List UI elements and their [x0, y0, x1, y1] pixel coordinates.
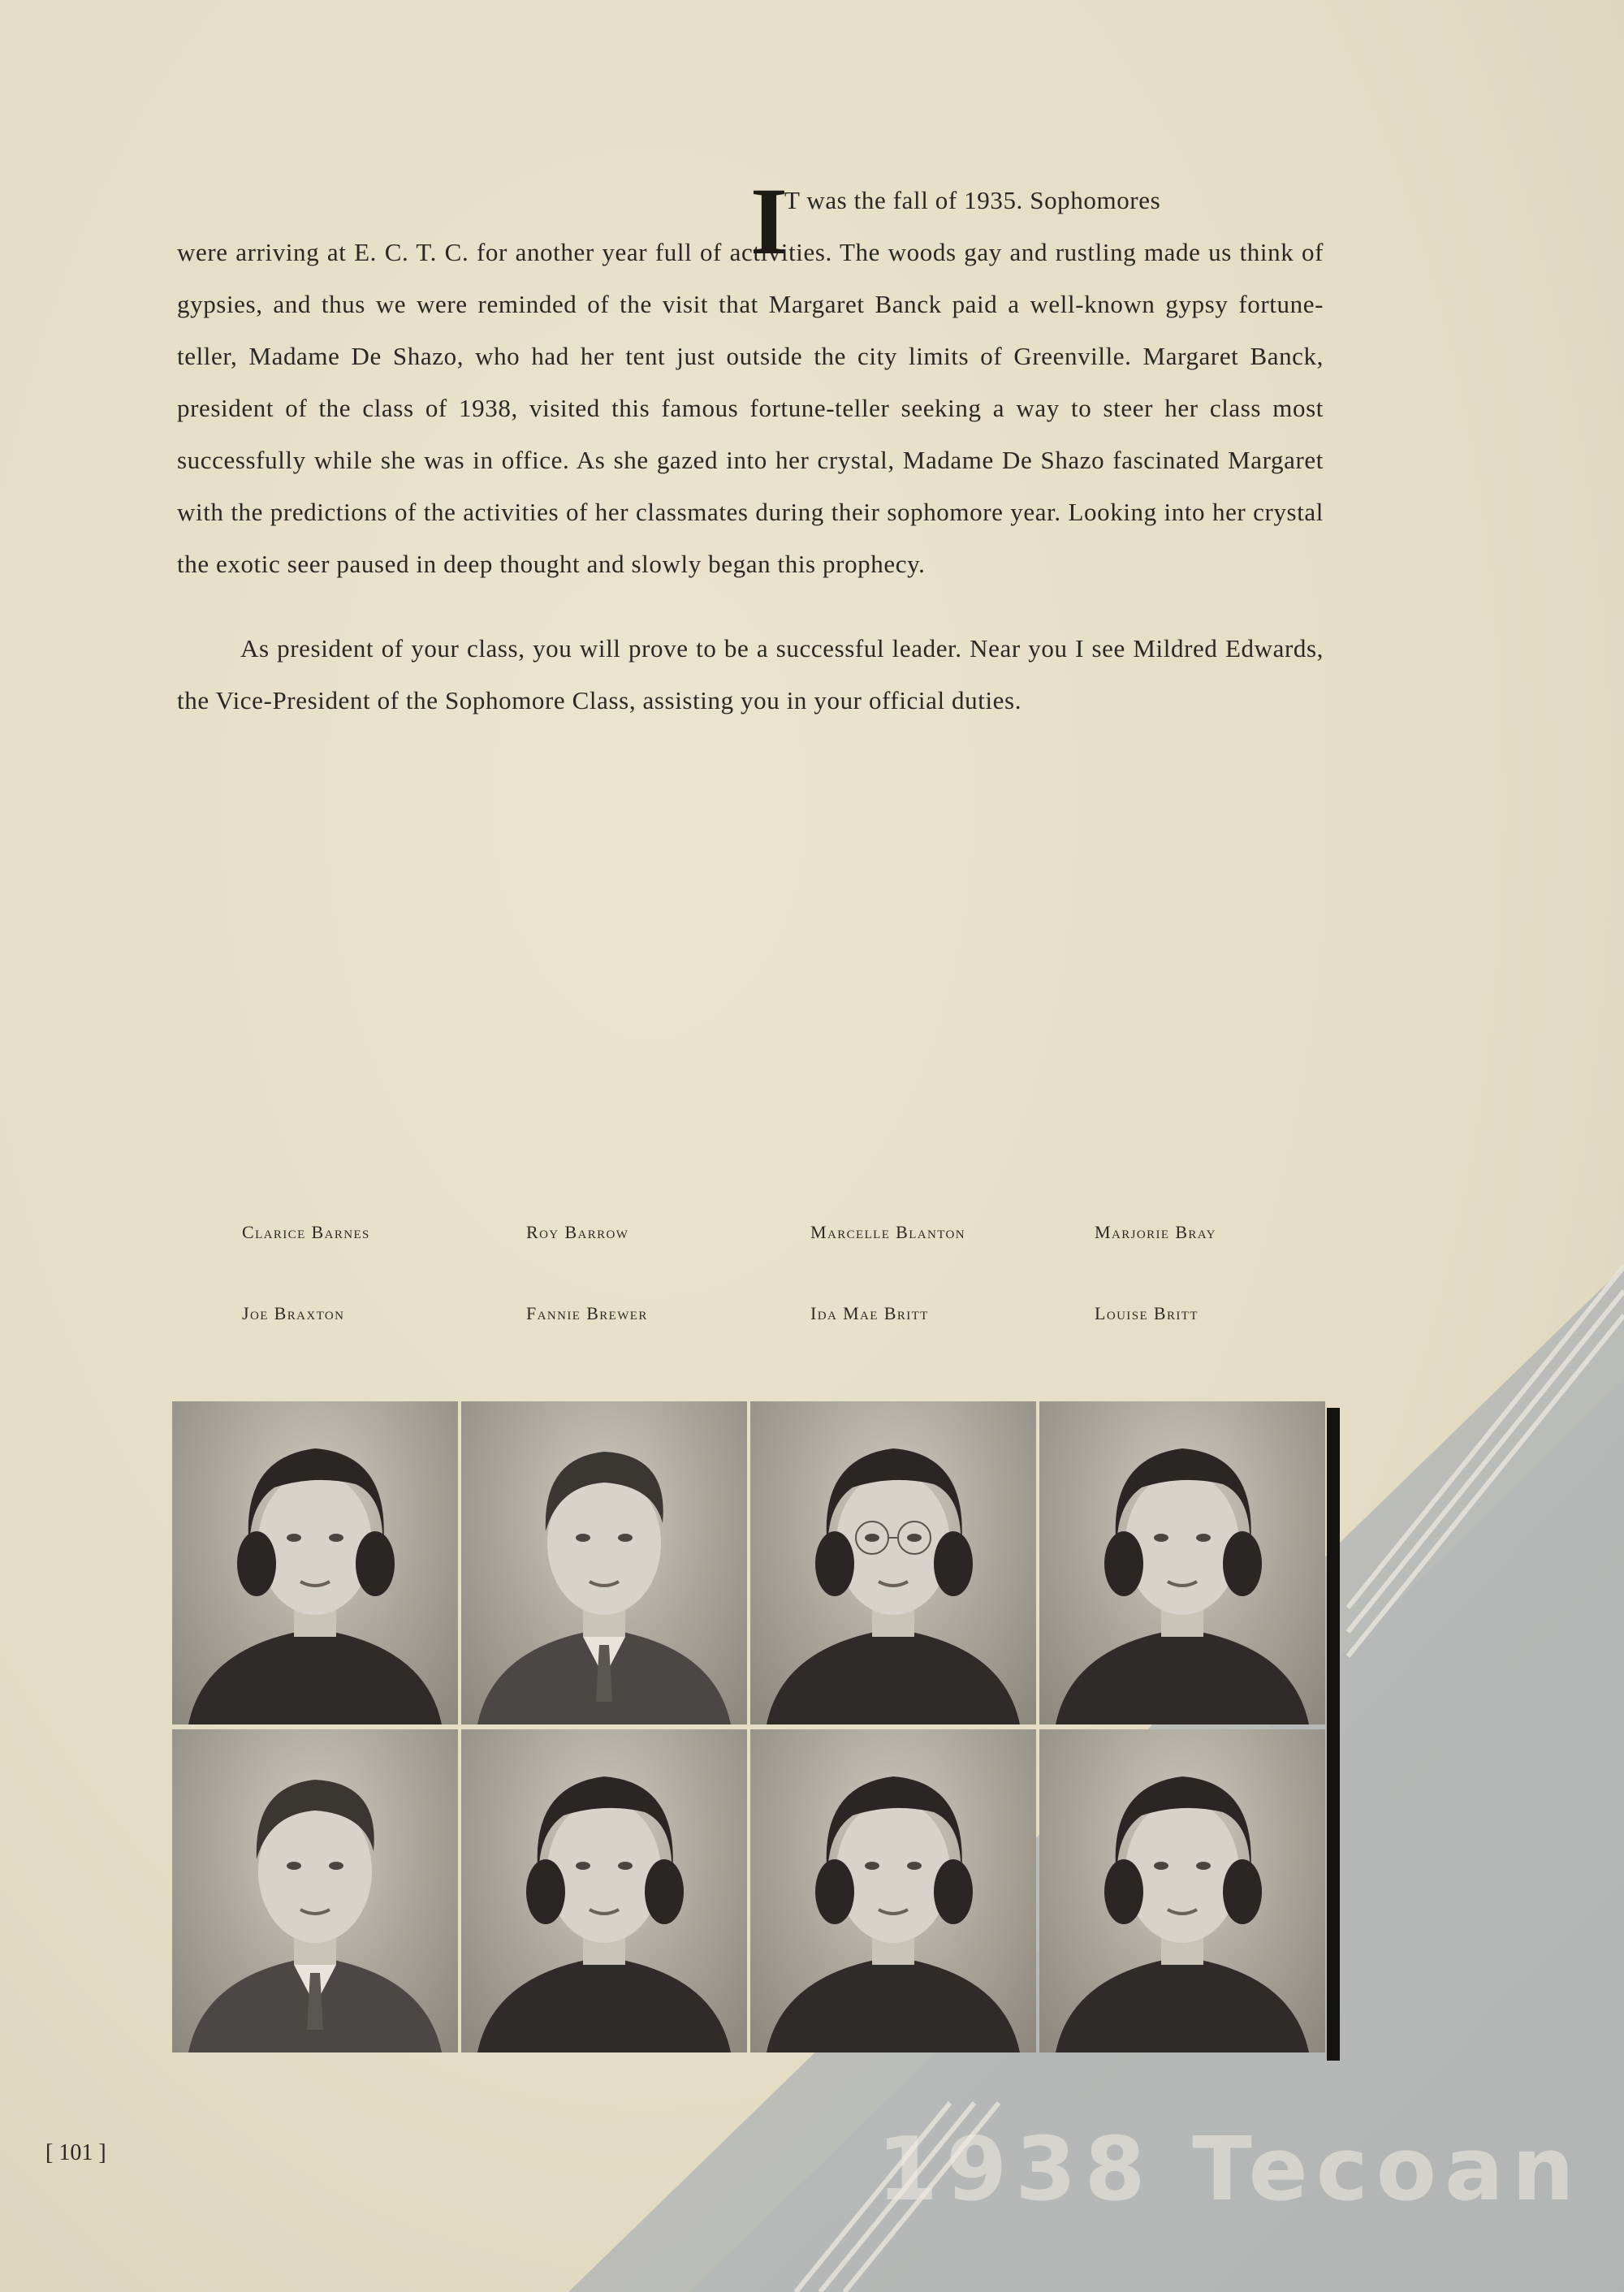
drop-cap: I: [750, 168, 788, 274]
portrait-grid: [172, 1401, 1333, 2057]
caption-name: Fannie Brewer: [526, 1303, 648, 1323]
portrait-woman-glasses-icon: [750, 1401, 1036, 1724]
yearbook-watermark: 1938 Tecoan: [877, 2119, 1583, 2221]
caption-name: Ida Mae Britt: [810, 1303, 929, 1323]
caption-name: Marjorie Bray: [1095, 1222, 1216, 1242]
caption-name: Roy Barrow: [526, 1222, 629, 1242]
photo-captions: [242, 1222, 1379, 1384]
prophecy-text: [177, 168, 1324, 727]
paragraph-1-body: were arriving at E. C. T. C. for another year full of activities. The woods gay and rustling made us think of gypsies, and thus we were reminded of the visit that Margaret Banck paid a well-known gypsy fortune-teller, Madame De Shazo, who had her tent just outside the city limits of Greenville. Margaret Banck, president of the class of 1938, visited this famous fortune-teller seeking a way to steer her class most successfully while she was in office. As she gazed into her crystal, Madame De Shazo fascinated Margaret with the predictions of the activities of her classmates during their sophomore year. Looking into her crystal the exotic seer paused in deep thought and slowly began this prophecy.: [177, 238, 1324, 578]
caption-row-1: [242, 1222, 1379, 1303]
first-line: T was the fall of 1935. Sophomores: [784, 186, 1161, 214]
caption-row-2: [242, 1303, 1379, 1384]
portrait-man-icon: [172, 1729, 458, 2052]
portrait-woman-icon: [750, 1729, 1036, 2052]
portrait-man-icon: [461, 1401, 747, 1724]
portrait-woman-icon: [172, 1401, 458, 1724]
portrait-woman-icon: [1039, 1401, 1325, 1724]
caption-name: Louise Britt: [1095, 1303, 1199, 1323]
caption-name: Marcelle Blanton: [810, 1222, 966, 1242]
paragraph-2: As president of your class, you will prove to be a successful leader. Near you I see Mildred Edwards, the Vice-President of the Sophomore Class, assisting you in your official duties.: [177, 634, 1324, 714]
portrait-woman-icon: [461, 1729, 747, 2052]
page-number: [ 101 ]: [45, 2140, 106, 2165]
caption-name: Clarice Barnes: [242, 1222, 370, 1242]
caption-name: Joe Braxton: [242, 1303, 345, 1323]
portrait-woman-icon: [1039, 1729, 1325, 2052]
